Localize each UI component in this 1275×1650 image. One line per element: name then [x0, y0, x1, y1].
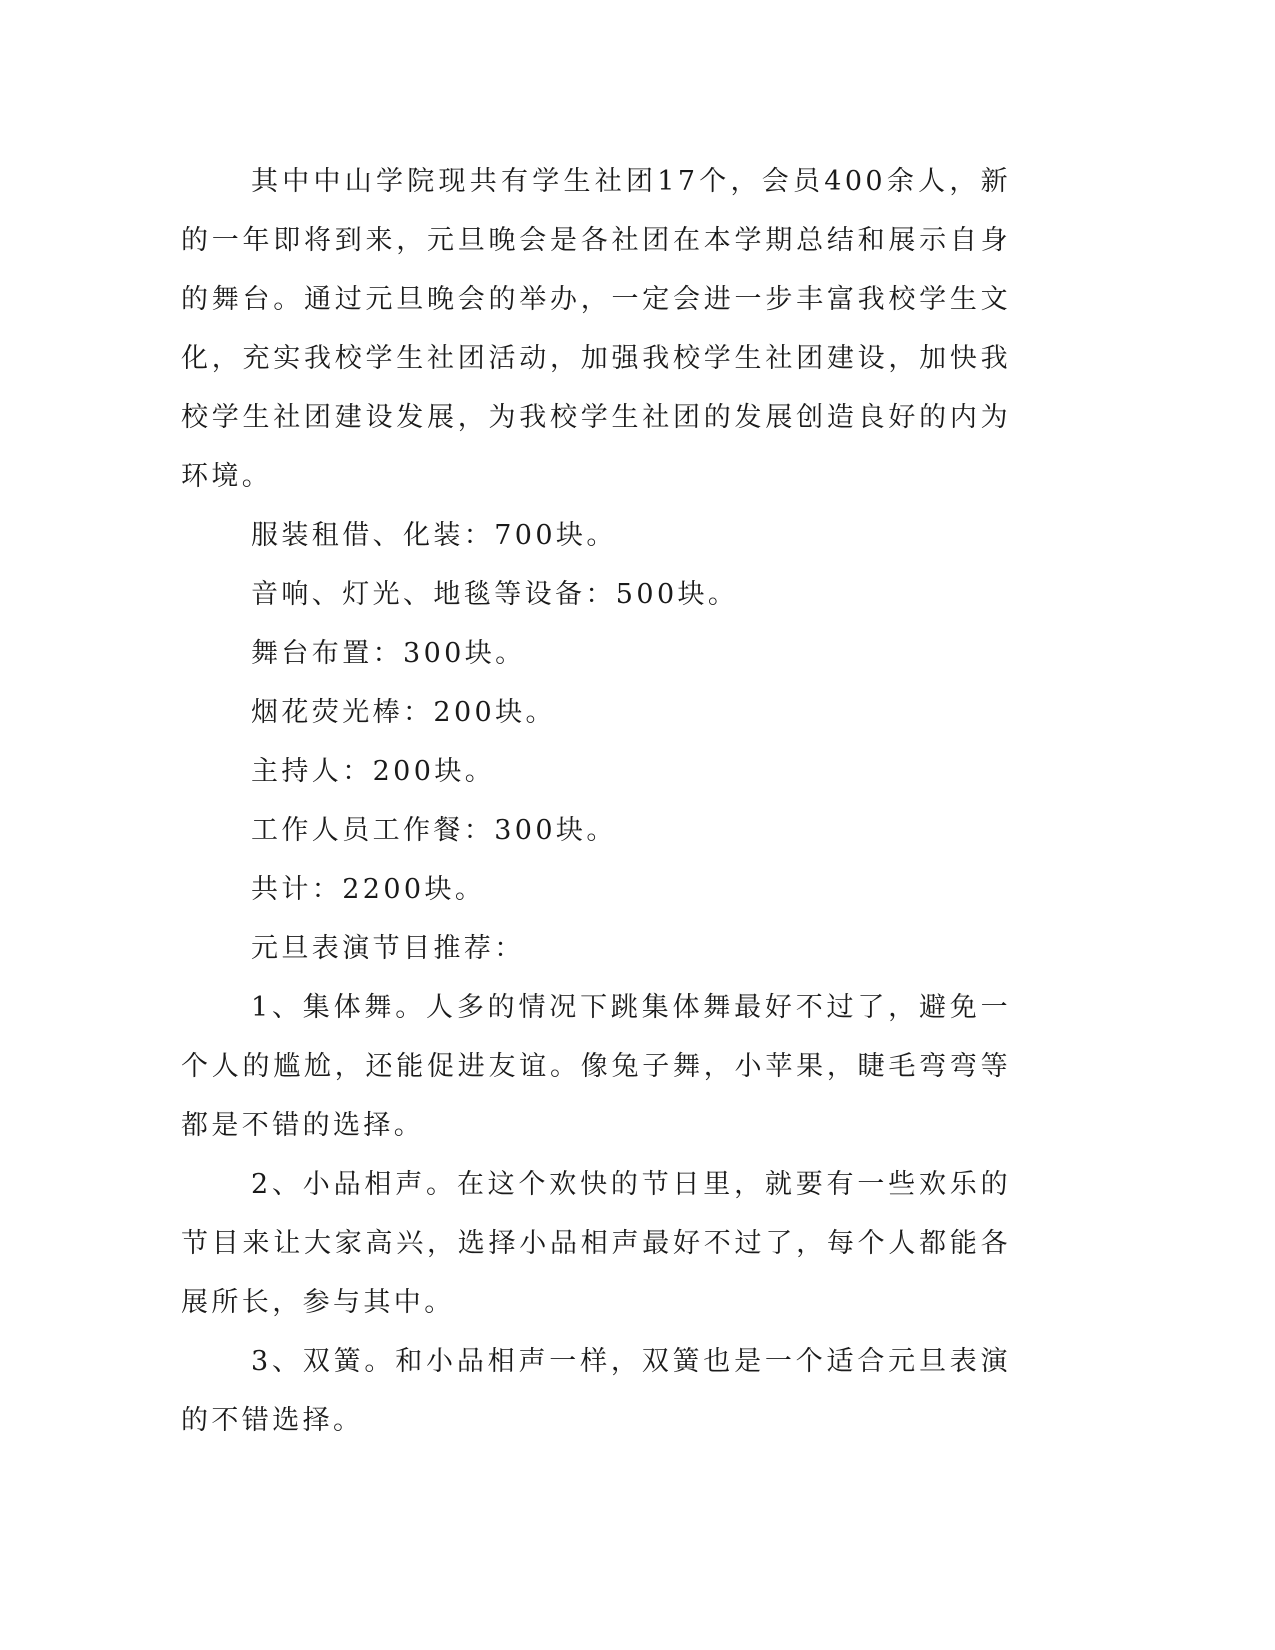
budget-host: 主持人：200块。 [251, 756, 496, 787]
budget-fireworks: 烟花荧光棒：200块。 [251, 697, 556, 728]
budget-stage: 舞台布置：300块。 [251, 638, 526, 669]
program-item-1: 1、集体舞。人多的情况下跳集体舞最好不过了，避免一个人的尴尬，还能促进友谊。像兔子舞，小苹果，睫毛弯弯等都是不错的选择。 [181, 992, 1011, 1141]
budget-staff-meals: 工作人员工作餐：300块。 [251, 815, 617, 846]
program-item-3: 3、双簧。和小品相声一样，双簧也是一个适合元旦表演的不错选择。 [181, 1346, 1011, 1436]
document-body [181, 152, 1011, 1450]
budget-total: 共计：2200块。 [251, 874, 486, 905]
program-item-2: 2、小品相声。在这个欢快的节日里，就要有一些欢乐的节目来让大家高兴，选择小品相声最好不过了，每个人都能各展所长，参与其中。 [181, 1169, 1011, 1318]
budget-costume: 服装租借、化装：700块。 [251, 520, 617, 551]
paragraph-intro: 其中中山学院现共有学生社团17个，会员400余人，新的一年即将到来，元旦晚会是各社团在本学期总结和展示自身的舞台。通过元旦晚会的举办，一定会进一步丰富我校学生文化，充实我校学生社团活动，加强我校学生社团建设，加快我校学生社团建设发展，为我校学生社团的发展创造良好的内为环境。 [181, 166, 1011, 492]
program-heading: 元旦表演节目推荐： [251, 933, 525, 964]
budget-equipment: 音响、灯光、地毯等设备：500块。 [251, 579, 739, 610]
